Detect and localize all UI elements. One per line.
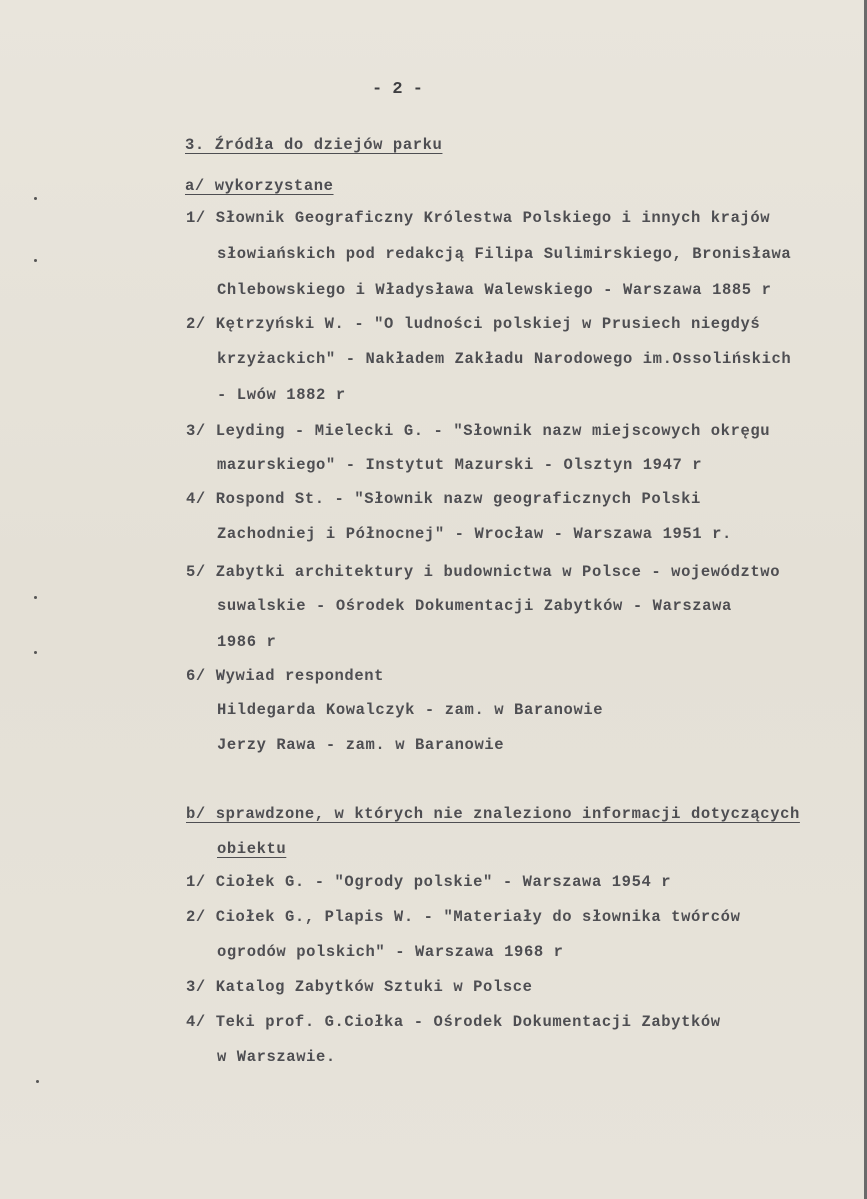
part-b-heading: b/ sprawdzone, w których nie znaleziono informacji dotyczących <box>186 805 800 823</box>
list-item: 5/ Zabytki architektury i budownictwa w Polsce - województwo <box>186 563 781 581</box>
paper-speck <box>34 197 37 200</box>
list-item: w Warszawie. <box>217 1048 336 1066</box>
list-item: Jerzy Rawa - zam. w Baranowie <box>217 736 505 754</box>
paper-speck <box>34 596 37 599</box>
list-item: Zachodniej i Północnej" - Wrocław - Warszawa 1951 r. <box>217 525 732 543</box>
list-item: 1/ Ciołek G. - "Ogrody polskie" - Warszawa 1954 r <box>186 873 672 891</box>
paper-speck <box>34 651 37 654</box>
list-item: 6/ Wywiad respondent <box>186 667 385 685</box>
list-item: 4/ Rospond St. - "Słownik nazw geograficznych Polski <box>186 490 701 508</box>
list-item: 1986 r <box>217 633 277 651</box>
list-item: 4/ Teki prof. G.Ciołka - Ośrodek Dokumentacji Zabytków <box>186 1013 721 1031</box>
list-item: 2/ Kętrzyński W. - "O ludności polskiej w Prusiech niegdyś <box>186 315 761 333</box>
section-title: 3. Źródła do dziejów parku <box>185 136 443 154</box>
list-item: Hildegarda Kowalczyk - zam. w Baranowie <box>217 701 604 719</box>
page-number: - 2 - <box>372 80 424 99</box>
list-item: słowiańskich pod redakcją Filipa Sulimirskiego, Bronisława <box>217 245 792 263</box>
part-b-heading-continued: obiektu <box>217 840 287 858</box>
paper-speck <box>36 1080 39 1083</box>
list-item: suwalskie - Ośrodek Dokumentacji Zabytków - Warszawa <box>217 597 732 615</box>
list-item: - Lwów 1882 r <box>217 386 346 404</box>
list-item: krzyżackich" - Nakładem Zakładu Narodowego im.Ossolińskich <box>217 350 792 368</box>
list-item: Chlebowskiego i Władysława Walewskiego - Warszawa 1885 r <box>217 281 772 299</box>
list-item: ogrodów polskich" - Warszawa 1968 r <box>217 943 564 961</box>
list-item: mazurskiego" - Instytut Mazurski - Olsztyn 1947 r <box>217 456 703 474</box>
list-item: 3/ Leyding - Mielecki G. - "Słownik nazw miejscowych okręgu <box>186 422 771 440</box>
list-item: 3/ Katalog Zabytków Sztuki w Polsce <box>186 978 533 996</box>
part-a-heading: a/ wykorzystane <box>185 177 334 195</box>
paper-speck <box>34 259 37 262</box>
list-item: 2/ Ciołek G., Plapis W. - "Materiały do słownika twórców <box>186 908 741 926</box>
list-item: 1/ Słownik Geograficzny Królestwa Polskiego i innych krajów <box>186 209 771 227</box>
